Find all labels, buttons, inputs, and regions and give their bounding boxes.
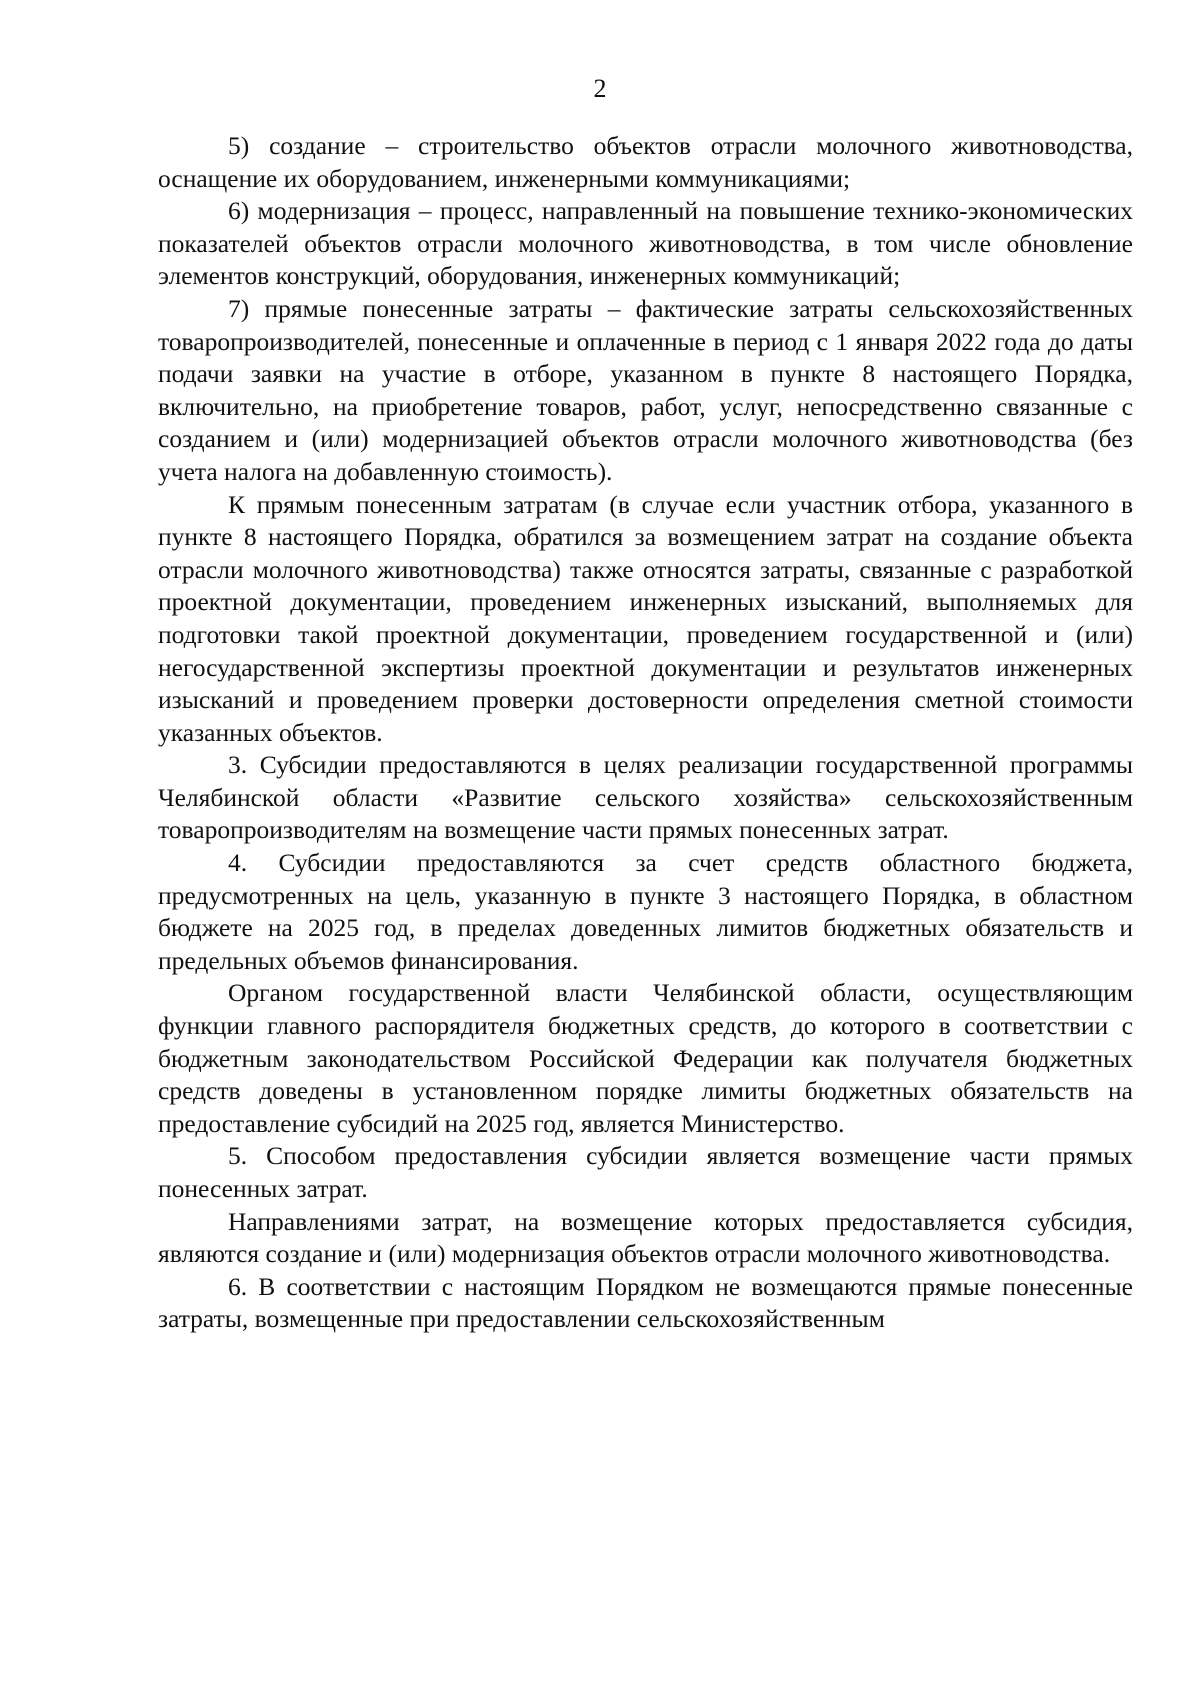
paragraph-clause-6: 6. В соответствии с настоящим Порядком не возмещаются прямые понесенные затраты, возмещенные при предоставлении сельскохозяйственным xyxy=(158,1271,1133,1334)
paragraph-clause-3: 3. Субсидии предоставляются в целях реализации государственной программы Челябинской области «Развитие сельского хозяйства» сельскохозяйственным товаропроизводителям на возмещение части прямых понесенных затрат. xyxy=(158,750,1133,845)
paragraph-direct-costs: К прямым понесенным затратам (в случае если участник отбора, указанного в пункте 8 настоящего Порядка, обратился за возмещением затрат на создание объекта отрасли молочного животноводства) также относятся затраты, связанные с разработкой проектной документации, проведением инженерных изысканий, выполняемых для подготовки такой проектной документации, проведением государственной и (или) негосударственной экспертизы проектной документации и результатов инженерных изысканий и проведением проверки достоверности определения сметной стоимости указанных объектов. xyxy=(158,489,1133,747)
paragraph-clause-4: 4. Субсидии предоставляются за счет средств областного бюджета, предусмотренных на цель, указанную в пункте 3 настоящего Порядка, в областном бюджете на 2025 год, в пределах доведенных лимитов бюджетных обязательств и предельных объемов финансирования. xyxy=(158,848,1133,975)
paragraph-clause-5: 5. Способом предоставления субсидии является возмещение части прямых понесенных затрат. xyxy=(158,1141,1133,1203)
paragraph-definition-5: 5) создание – строительство объектов отрасли молочного животноводства, оснащение их оборудованием, инженерными коммуникациями; xyxy=(158,131,1133,193)
document-body xyxy=(158,130,1133,1336)
page-number: 2 xyxy=(593,74,607,103)
paragraph-definition-6: 6) модернизация – процесс, направленный на повышение технико-экономических показателей объектов отрасли молочного животноводства, в том числе обновление элементов конструкций, оборудования, инженерных коммуникаций; xyxy=(158,196,1133,291)
paragraph-definition-7: 7) прямые понесенные затраты – фактические затраты сельскохозяйственных товаропроизводителей, понесенные и оплаченные в период с 1 января 2022 года до даты подачи заявки на участие в отборе, указанном в пункте 8 настоящего Порядка, включительно, на приобретение товаров, работ, услуг, непосредственно связанные с созданием и (или) модернизацией объектов отрасли молочного животноводства (без учета налога на добавленную стоимость). xyxy=(158,293,1133,486)
paragraph-cost-directions: Направлениями затрат, на возмещение которых предоставляется субсидия, являются создание и (или) модернизация объектов отрасли молочного животноводства. xyxy=(158,1206,1133,1269)
paragraph-authority: Органом государственной власти Челябинской области, осуществляющим функции главного распорядителя бюджетных средств, до которого в соответствии с бюджетным законодательством Российской Федерации как получателя бюджетных средств доведены в установленном порядке лимиты бюджетных обязательств на предоставление субсидий на 2025 год, является Министерство. xyxy=(158,978,1133,1138)
